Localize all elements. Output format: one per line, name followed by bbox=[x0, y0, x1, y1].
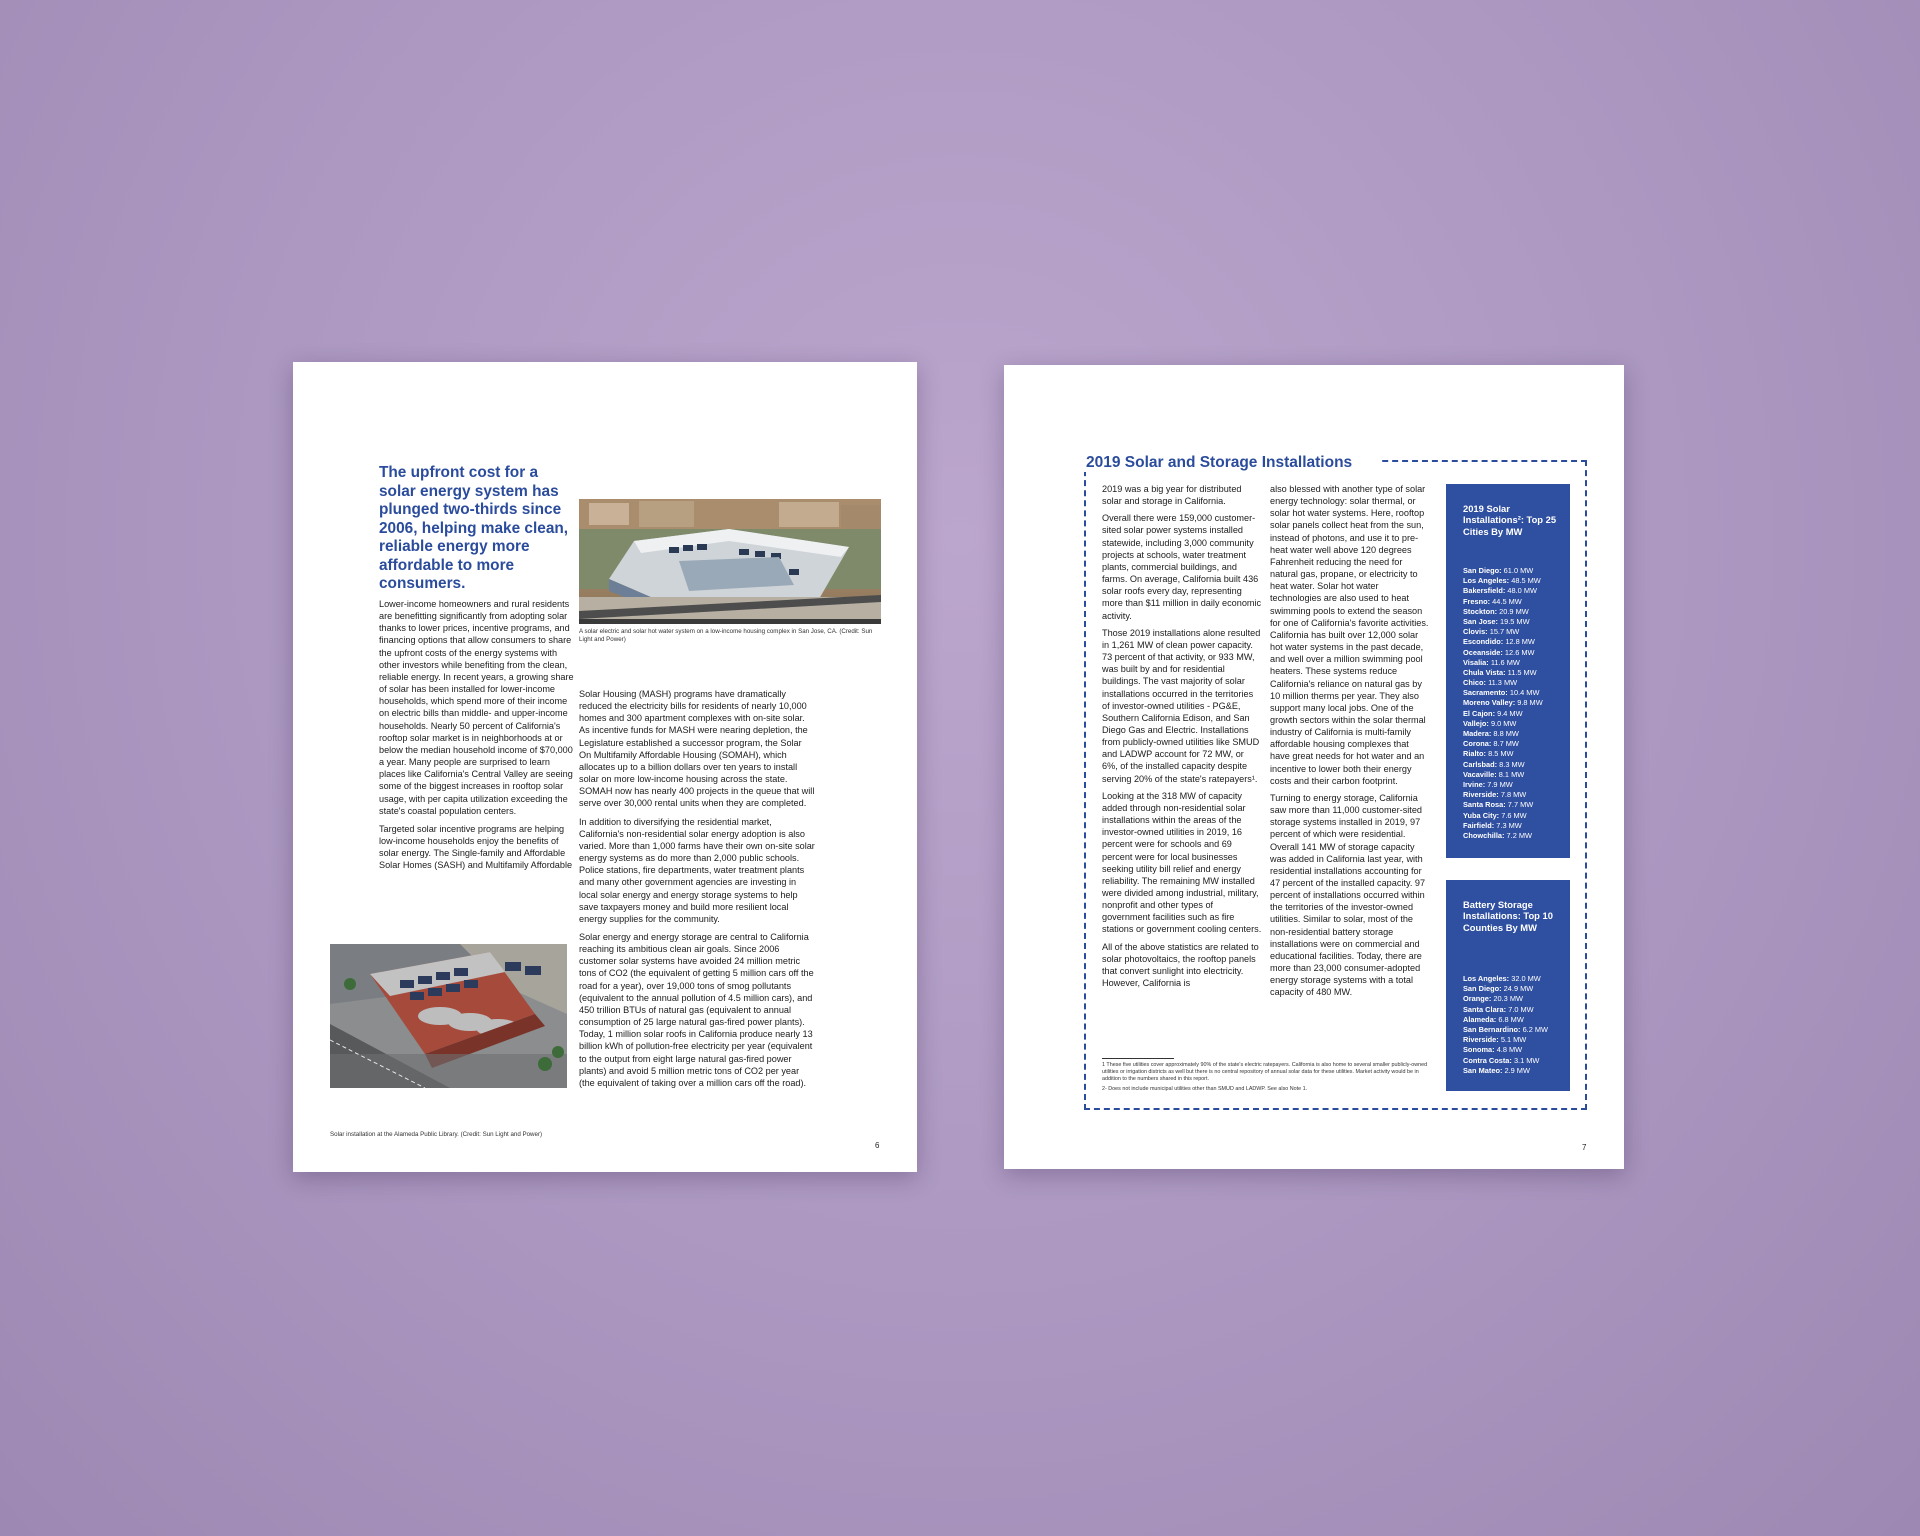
item-value: 20.3 MW bbox=[1493, 994, 1523, 1004]
item-name: San Mateo: bbox=[1463, 1065, 1503, 1075]
sidebar-title: 2019 Solar Installations²: Top 25 Cities By MW bbox=[1463, 503, 1557, 537]
list-item bbox=[1463, 688, 1543, 698]
item-name: Santa Rosa: bbox=[1463, 800, 1506, 810]
list-item bbox=[1463, 1045, 1548, 1055]
list-item bbox=[1463, 811, 1543, 821]
list-item bbox=[1463, 780, 1543, 790]
paragraph: Solar Housing (MASH) programs have dramatically reduced the electricity bills for residents of nearly 10,000 homes and 300 apartment complexes with on-site solar. As incentive funds for MASH were nearing depletion, the Legislature established a successor program, the Solar On Multifamily Affordable Housing (SOMAH), which allocates up to a billion dollars over ten years to install solar on more low-income housing across the state. SOMAH now has nearly 400 projects in the queue that will serve over 30,000 rental units when they are completed. bbox=[579, 689, 815, 809]
item-value: 48.0 MW bbox=[1507, 586, 1537, 596]
list-item bbox=[1463, 637, 1543, 647]
list-item bbox=[1463, 729, 1543, 739]
left-column-1 bbox=[379, 598, 575, 877]
item-value: 8.3 MW bbox=[1499, 759, 1525, 769]
item-value: 61.0 MW bbox=[1503, 566, 1534, 575]
paragraph: Turning to energy storage, California saw more than 11,000 customer-sited storage systems installed in 2019, 97 percent of which were residential. Overall 141 MW of storage capacity was added in California last year, with residential installations accounting for 47 percent of the installed capacity. 97 percent of installations occurred within the territories of the investor-owned utilities. Similar to solar, most of the non-residential battery storage installations were on commercial and educational facilities. Today, there are more than 23,000 consumer-adopted energy storage systems with a total capacity of 480 MW. bbox=[1270, 792, 1426, 998]
list-item bbox=[1463, 658, 1543, 668]
page-number: 7 bbox=[1582, 1143, 1587, 1152]
housing-complex-photo bbox=[579, 499, 881, 624]
list-item bbox=[1463, 698, 1543, 708]
item-value: 48.5 MW bbox=[1511, 576, 1541, 586]
page-headline: The upfront cost for a solar energy system has plunged two-thirds since 2006, helping make clean, reliable energy more affordable to more consumers. bbox=[379, 464, 569, 592]
item-name: Bakersfield: bbox=[1463, 586, 1506, 596]
list-item bbox=[1463, 627, 1543, 637]
item-name: Yuba City: bbox=[1463, 810, 1500, 820]
library-aerial-illustration bbox=[330, 944, 567, 1088]
item-value: 10.4 MW bbox=[1509, 688, 1540, 698]
list-item bbox=[1463, 984, 1548, 994]
paragraph: Overall there were 159,000 customer-sited solar power systems installed statewide, including 3,000 community projects at schools, water treatment plants, commercial buildings, and farms. On average, California built 436 solar roofs every day, representing more than $11 million in daily economic activity. bbox=[1102, 513, 1262, 621]
list-item bbox=[1463, 739, 1543, 749]
item-name: Contra Costa: bbox=[1463, 1055, 1512, 1065]
item-value: 15.7 MW bbox=[1489, 627, 1520, 637]
list-item bbox=[1463, 1015, 1548, 1025]
list-item bbox=[1463, 1066, 1548, 1076]
right-column-2 bbox=[1270, 483, 1430, 1004]
list-item bbox=[1463, 974, 1548, 984]
item-value: 9.0 MW bbox=[1490, 718, 1517, 728]
battery-counties-list bbox=[1463, 974, 1548, 1076]
item-name: Sonoma: bbox=[1463, 1045, 1495, 1055]
item-name: San Diego: bbox=[1463, 566, 1502, 575]
item-value: 8.1 MW bbox=[1498, 769, 1525, 779]
battery-counties-sidebar bbox=[1446, 880, 1570, 1091]
paragraph: 2019 was a big year for distributed solar and storage in California. bbox=[1102, 484, 1242, 507]
item-value: 4.8 MW bbox=[1496, 1045, 1523, 1055]
item-name: Alameda: bbox=[1463, 1014, 1497, 1024]
list-item bbox=[1463, 586, 1543, 596]
solar-cities-sidebar bbox=[1446, 484, 1570, 858]
list-item bbox=[1463, 1035, 1548, 1045]
library-photo bbox=[330, 944, 567, 1088]
list-item bbox=[1463, 821, 1543, 831]
item-value: 44.5 MW bbox=[1492, 596, 1522, 606]
item-value: 7.2 MW bbox=[1506, 830, 1533, 840]
list-item bbox=[1463, 597, 1543, 607]
footnotes bbox=[1102, 1062, 1432, 1095]
item-value: 7.0 MW bbox=[1508, 1004, 1534, 1014]
page-number: 6 bbox=[875, 1141, 880, 1150]
list-item bbox=[1463, 566, 1543, 576]
item-name: Carlsbad: bbox=[1463, 759, 1498, 769]
list-item bbox=[1463, 790, 1543, 800]
item-value: 7.8 MW bbox=[1500, 790, 1527, 800]
item-value: 11.5 MW bbox=[1507, 667, 1537, 677]
item-value: 12.6 MW bbox=[1504, 647, 1535, 657]
paragraph: Lower-income homeowners and rural residents are benefitting significantly from adopting solar thanks to lower prices, incentive programs, and financing options that allow consumers to share the upfront costs of the energy systems with other investors while benefiting from the clean, reliable energy. In recent years, a growing share of solar has been installed for lower-income households, which spend more of their income on electric bills than middle- and upper-income households. Nearly 50 percent of California's rooftop solar market is in neighborhoods at or below the median household income of $70,000 a year. Many people are surprised to learn places like California's Central Valley are seeing some of the biggest increases in rooftop solar usage, with per capita utilization exceeding the state's coastal population centers. bbox=[379, 599, 574, 816]
item-value: 11.6 MW bbox=[1490, 657, 1520, 667]
item-name: Chico: bbox=[1463, 678, 1486, 688]
item-value: 32.0 MW bbox=[1511, 974, 1541, 983]
item-value: 7.9 MW bbox=[1487, 779, 1513, 789]
item-value: 7.3 MW bbox=[1496, 820, 1522, 830]
item-name: Los Angeles: bbox=[1463, 974, 1510, 983]
list-item bbox=[1463, 607, 1543, 617]
item-name: Fairfield: bbox=[1463, 820, 1495, 830]
item-name: Vacaville: bbox=[1463, 769, 1497, 779]
item-value: 12.8 MW bbox=[1505, 637, 1535, 647]
item-name: Sacramento: bbox=[1463, 688, 1508, 698]
item-value: 9.4 MW bbox=[1497, 708, 1523, 718]
item-name: Orange: bbox=[1463, 994, 1492, 1004]
item-name: Santa Clara: bbox=[1463, 1004, 1507, 1014]
list-item bbox=[1463, 770, 1543, 780]
item-name: Chula Vista: bbox=[1463, 667, 1506, 677]
list-item bbox=[1463, 760, 1543, 770]
item-name: El Cajon: bbox=[1463, 708, 1496, 718]
item-value: 9.8 MW bbox=[1517, 698, 1543, 708]
item-value: 8.7 MW bbox=[1493, 739, 1519, 749]
list-item bbox=[1463, 678, 1543, 688]
item-name: San Bernardino: bbox=[1463, 1024, 1521, 1034]
item-value: 3.1 MW bbox=[1513, 1055, 1540, 1065]
paragraph: Looking at the 318 MW of capacity added through non-residential solar installations within the areas of the investor-owned utilities in 2019, 16 percent were for schools and 69 percent were for local businesses seeking utility bill relief and energy reliability. The remaining MW installed were divided among industrial, military, nonprofit and other types of government facilities such as fire stations or government cooling centers. bbox=[1102, 790, 1262, 935]
item-name: San Jose: bbox=[1463, 616, 1498, 626]
list-item bbox=[1463, 709, 1543, 719]
item-name: Riverside: bbox=[1463, 1035, 1499, 1045]
paragraph: All of the above statistics are related to solar photovoltaics, the rooftop panels that convert sunlight into electricity. However, California is bbox=[1102, 941, 1259, 989]
item-value: 20.9 MW bbox=[1499, 606, 1529, 616]
item-name: Escondido: bbox=[1463, 637, 1504, 647]
item-value: 2.9 MW bbox=[1504, 1065, 1530, 1075]
item-value: 5.1 MW bbox=[1500, 1035, 1527, 1045]
right-page bbox=[1004, 365, 1624, 1169]
photo-caption: A solar electric and solar hot water system on a low-income housing complex in San Jose, CA. (Credit: Sun Light and Power) bbox=[579, 628, 873, 643]
item-name: Rialto: bbox=[1463, 749, 1486, 759]
item-value: 7.7 MW bbox=[1507, 800, 1534, 810]
item-value: 8.8 MW bbox=[1493, 729, 1519, 738]
list-item bbox=[1463, 1005, 1548, 1015]
footnote: 1 These five utilities cover approximately 90% of the state's electric ratepayers. California is also home to several smaller publicly-owned utilities or irrigation districts as well but there is no central repository of annual solar data for these utilities. Market activity would be in addition to the numbers shared in this report. bbox=[1102, 1062, 1428, 1083]
item-name: Chowchilla: bbox=[1463, 830, 1505, 840]
item-value: 19.5 MW bbox=[1499, 616, 1530, 626]
solar-cities-list bbox=[1463, 566, 1543, 841]
list-item bbox=[1463, 749, 1543, 759]
footnote: 2- Does not include municipal utilities other than SMUD and LADWP. See also Note 1. bbox=[1102, 1085, 1308, 1092]
list-item bbox=[1463, 576, 1543, 586]
housing-complex-illustration bbox=[579, 499, 881, 624]
list-item bbox=[1463, 1056, 1548, 1066]
sidebar-title: Battery Storage Installations: Top 10 Counties By MW bbox=[1463, 899, 1553, 933]
item-value: 8.5 MW bbox=[1488, 749, 1514, 759]
item-name: Clovis: bbox=[1463, 627, 1488, 637]
list-item bbox=[1463, 800, 1543, 810]
section-title: 2019 Solar and Storage Installations bbox=[1086, 454, 1353, 471]
item-name: Corona: bbox=[1463, 739, 1492, 749]
item-value: 6.2 MW bbox=[1522, 1024, 1549, 1034]
item-name: San Diego: bbox=[1463, 984, 1502, 994]
item-name: Oceanside: bbox=[1463, 647, 1503, 657]
item-name: Moreno Valley: bbox=[1463, 698, 1516, 708]
left-page bbox=[293, 362, 917, 1172]
paragraph: Those 2019 installations alone resulted in 1,261 MW of clean power capacity. 73 percent of that activity, or 933 MW, was built by and for residential buildings. The vast majority of solar installations occurred in the territories of investor-owned utilities - PG&E, Southern California Edison, and San Diego Gas and Electric. Installations from publicly-owned utilities like SMUD and LADWP account for 72 MW, or 6%, of the installed capacity despite serving 20% of the state's ratepayers¹. bbox=[1102, 627, 1261, 784]
item-name: Fresno: bbox=[1463, 596, 1491, 606]
item-name: Visalia: bbox=[1463, 657, 1489, 667]
item-name: Irvine: bbox=[1463, 779, 1486, 789]
item-name: Los Angeles: bbox=[1463, 576, 1510, 586]
list-item bbox=[1463, 831, 1543, 841]
left-column-2 bbox=[579, 688, 815, 1095]
paragraph: also blessed with another type of solar energy technology: solar thermal, or solar hot water systems. Here, rooftop solar panels collect heat from the sun, instead of photons, and use it to pre-heat water well above 120 degrees Fahrenheit reducing the need for natural gas, propane, or electricity to heat water. Solar hot water technologies are also used to heat swimming pools to extend the season for one of California's favorite activities. California has built over 12,000 solar hot water systems in the past decade, and well over a million swimming pool heaters. These systems reduce California's reliance on natural gas by 10 million therms per year. They also support many local jobs. One of the growth sectors within the solar thermal industry of California is multi-family affordable housing complexes that have great needs for hot water and an incentive to lower both their energy costs and their carbon footprint. bbox=[1270, 484, 1429, 786]
footnote-divider bbox=[1102, 1058, 1174, 1059]
item-value: 7.6 MW bbox=[1501, 810, 1527, 820]
list-item bbox=[1463, 648, 1543, 658]
right-column-1 bbox=[1102, 483, 1262, 994]
paragraph: In addition to diversifying the residential market, California's non-residential solar energy adoption is also varied. More than 1,000 farms have their own on-site solar energy systems as do more than 2,000 public schools. Police stations, fire departments, water treatment plants and many other government agencies are investing in local solar energy and energy storage systems to help save taxpayers money and build more resilient local energy supplies for the community. bbox=[579, 816, 815, 924]
list-item bbox=[1463, 668, 1543, 678]
list-item bbox=[1463, 617, 1543, 627]
list-item bbox=[1463, 1025, 1548, 1035]
photo-caption: Solar installation at the Alameda Public Library. (Credit: Sun Light and Power) bbox=[330, 1131, 543, 1138]
item-value: 24.9 MW bbox=[1503, 984, 1534, 994]
item-name: Vallejo: bbox=[1463, 718, 1489, 728]
list-item bbox=[1463, 994, 1548, 1004]
paragraph: Solar energy and energy storage are central to California reaching its ambitious clean air goals. Since 2006 customer solar systems have avoided 24 million metric tons of CO2 (the equivalent of getting 5 million cars off the road for a year), over 19,000 tons of smog pollutants (equivalent to the annual pollution of 4.5 million cars), and 450 trillion BTUs of natural gas (equivalent to annual consumption of 25 large natural gas-fired power plants). Today, 1 million solar roofs in California produce nearly 13 billion kWh of pollution-free electricity per year (equivalent to the output from eight large natural gas-fired power plants) and avoid 5 million metric tons of CO2 per year (the equivalent of taking over a million cars off the road). bbox=[579, 931, 814, 1088]
item-name: Stockton: bbox=[1463, 606, 1498, 616]
paragraph: Targeted solar incentive programs are helping low-income households enjoy the benefits of solar energy. The Single-family and Affordable Solar Homes (SASH) and Multifamily Affordable bbox=[379, 823, 573, 871]
list-item bbox=[1463, 719, 1543, 729]
item-name: Riverside: bbox=[1463, 790, 1499, 800]
item-value: 11.3 MW bbox=[1488, 678, 1518, 688]
item-value: 6.8 MW bbox=[1498, 1014, 1524, 1024]
item-name: Madera: bbox=[1463, 729, 1492, 738]
